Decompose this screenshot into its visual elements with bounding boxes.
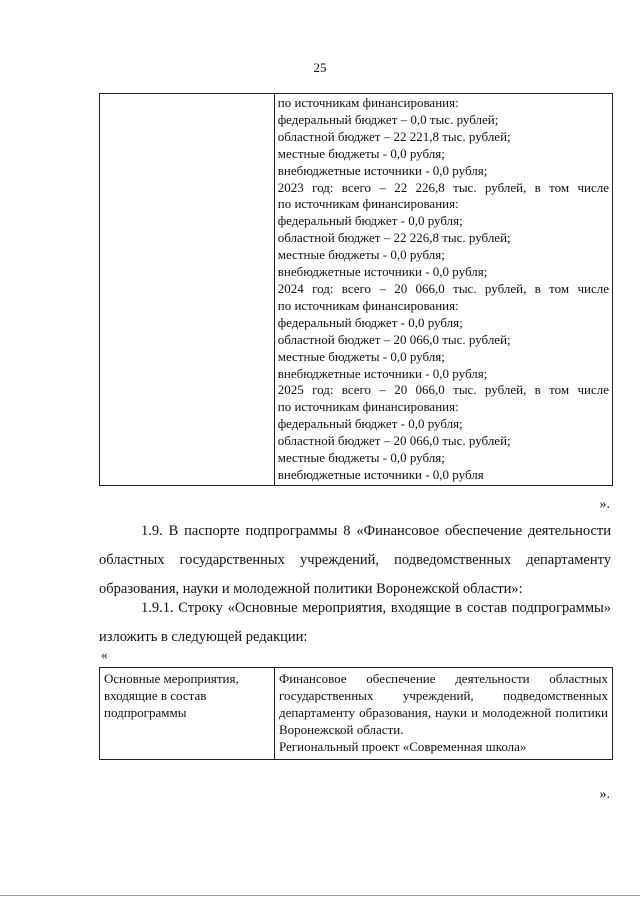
funding-line: по источникам финансирования: <box>277 196 459 212</box>
funding-line: областной бюджет – 22 221,8 тыс. рублей; <box>277 128 511 144</box>
funding-line: по источникам финансирования: <box>277 399 459 415</box>
funding-year-line: 2023 год: всего – 22 226,8 тыс. рублей, в том числе <box>277 179 609 195</box>
paragraph-1-9-1 <box>99 594 611 652</box>
table-row <box>100 668 613 760</box>
page-number: 25 <box>313 60 327 75</box>
funding-line: федеральный бюджет - 0,0 рубля; <box>277 416 463 432</box>
funding-line: по источникам финансирования: <box>277 297 459 313</box>
events-table <box>99 667 613 760</box>
funding-line: местные бюджеты - 0,0 рубля; <box>277 450 445 466</box>
funding-line: федеральный бюджет – 0,0 тыс. рублей; <box>277 111 499 127</box>
funding-table-continued <box>99 93 613 486</box>
footer-rule <box>0 895 640 896</box>
events-description: Финансовое обеспечение деятельности областных государственных учреждений, подведомственных департаменту образования, науки и молодежной политики Воронежской области. <box>278 671 608 737</box>
paragraph-line: 1.9.1. Строку «Основные мероприятия, входящие в состав подпрограммы» <box>141 600 611 616</box>
funding-line: областной бюджет – 20 066,0 тыс. рублей; <box>277 433 511 449</box>
funding-year-line: 2024 год: всего – 20 066,0 тыс. рублей, в том числе <box>277 280 609 296</box>
opening-quote: « <box>101 647 108 662</box>
funding-line: внебюджетные источники - 0,0 рубля; <box>277 264 488 280</box>
funding-line: внебюджетные источники - 0,0 рубля <box>277 466 484 482</box>
funding-line: местные бюджеты - 0,0 рубля; <box>277 145 445 161</box>
funding-line: областной бюджет – 20 066,0 тыс. рублей; <box>277 331 511 347</box>
paragraph-line: 1.9. В паспорте подпрограммы 8 «Финансовое обеспечение деятельности <box>141 523 611 539</box>
events-label-cell: Основные мероприятия, входящие в состав подпрограммы <box>100 668 275 760</box>
table-row <box>100 94 613 486</box>
funding-line: областной бюджет – 22 226,8 тыс. рублей; <box>277 230 511 246</box>
paragraph-line: областных государственных учреждений, подведомственных департаменту <box>99 552 611 568</box>
funding-line: федеральный бюджет - 0,0 рубля; <box>277 314 463 330</box>
paragraph-1-9 <box>99 517 611 604</box>
funding-line: внебюджетные источники - 0,0 рубля; <box>277 162 488 178</box>
funding-line: местные бюджеты - 0,0 рубля; <box>277 348 445 364</box>
paragraph-line: изложить в следующей редакции: <box>99 629 308 645</box>
funding-line: по источникам финансирования: <box>277 95 459 110</box>
closing-quote: ». <box>599 787 610 802</box>
paragraph-line: образования, науки и молодежной политики Воронежской области»: <box>99 581 523 597</box>
funding-line: внебюджетные источники - 0,0 рубля; <box>277 365 488 381</box>
events-content-cell <box>274 668 612 760</box>
regional-project: Региональный проект «Современная школа» <box>278 738 527 754</box>
closing-quote: ». <box>599 497 610 512</box>
funding-line: федеральный бюджет - 0,0 рубля; <box>277 213 463 229</box>
funding-year-line: 2025 год: всего – 20 066,0 тыс. рублей, в том числе <box>277 382 609 398</box>
funding-line: местные бюджеты - 0,0 рубля; <box>277 247 445 263</box>
table-cell-empty <box>100 94 275 486</box>
funding-details-cell <box>274 94 612 486</box>
